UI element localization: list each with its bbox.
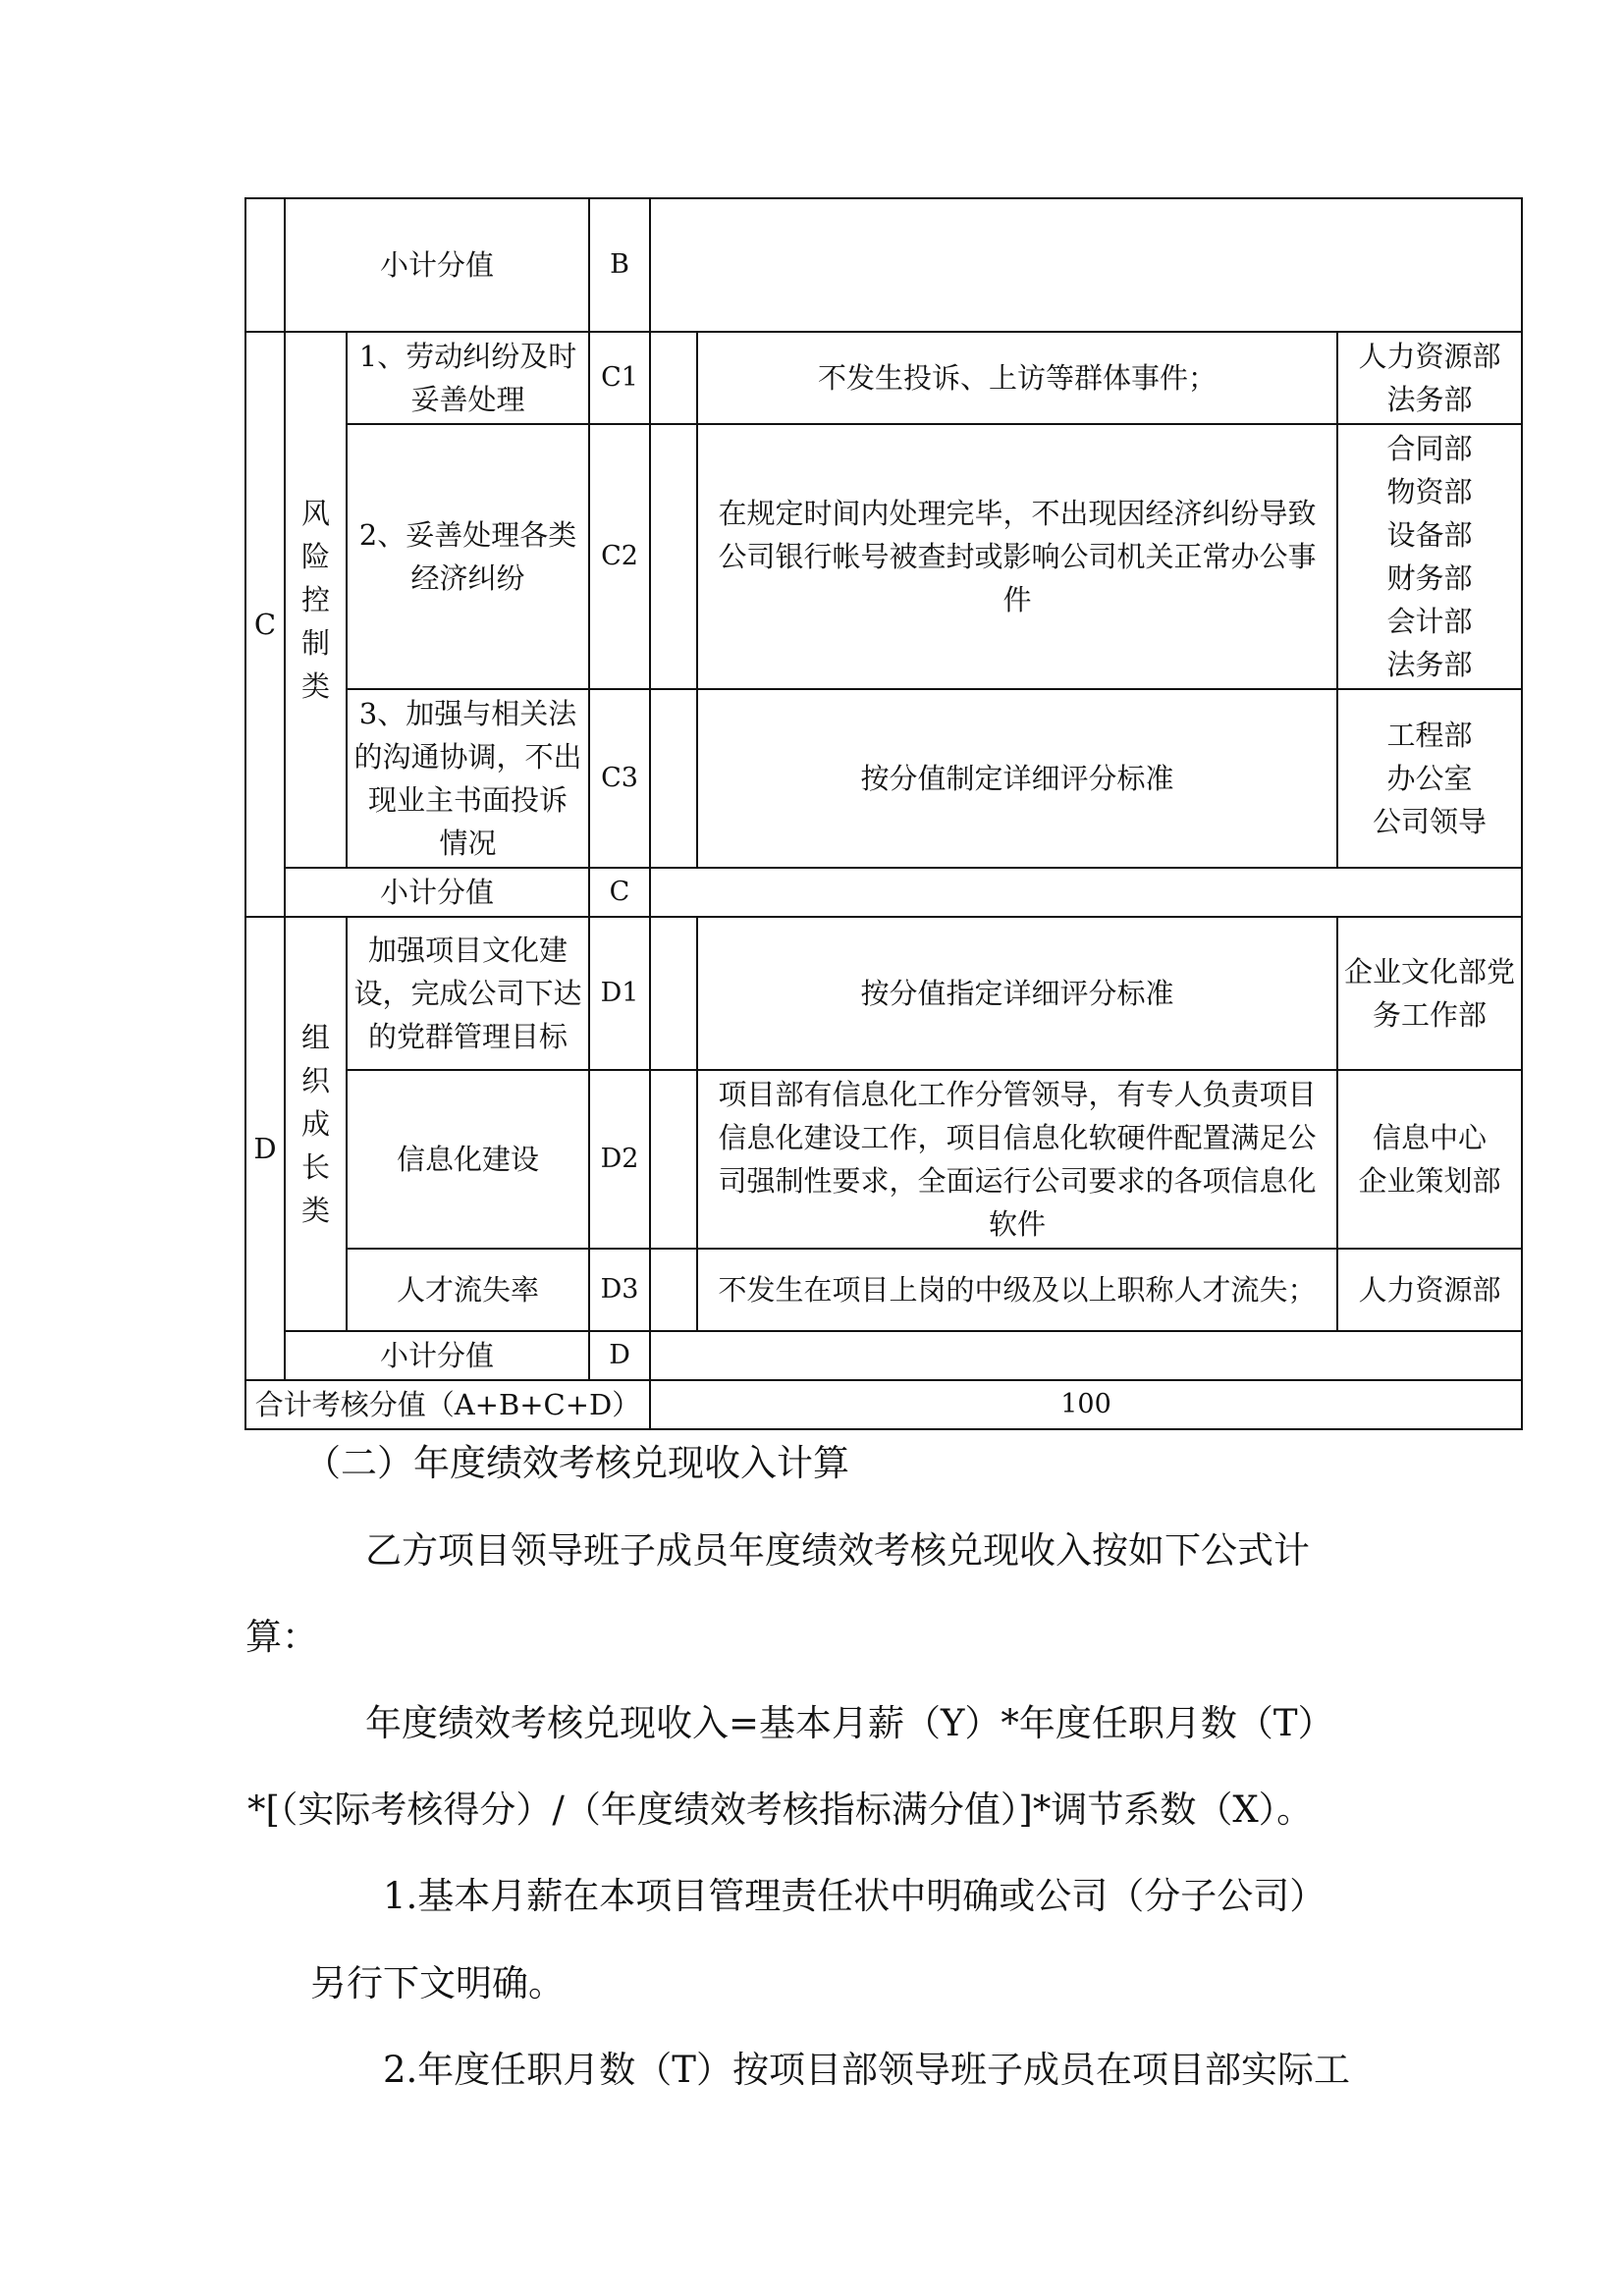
dept-c2: 合同部 物资部 设备部 财务部 会计部 法务部 (1337, 424, 1522, 689)
total-label: 合计考核分值（A+B+C+D） (245, 1380, 650, 1429)
standard-c3: 按分值制定详细评分标准 (697, 689, 1337, 868)
subtotal-label-d: 小计分值 (285, 1331, 589, 1380)
score-c3 (650, 689, 697, 868)
subtotal-row-b (245, 198, 1522, 332)
item-c2: 2、妥善处理各类 经济纠纷 (347, 424, 589, 689)
subtotal-value-d (650, 1331, 1522, 1380)
score-d2 (650, 1070, 697, 1249)
section-c-category: 风险 控制 类 (285, 332, 347, 868)
standard-c1: 不发生投诉、上访等群体事件； (697, 332, 1337, 424)
table-row-c1 (245, 332, 1522, 424)
table-row-d1 (245, 917, 1522, 1070)
paragraph-line-1: 乙方项目领导班子成员年度绩效考核兑现收入按如下公式计 (365, 1529, 1310, 1572)
list-item-1-line-1: 1.基本月薪在本项目管理责任状中明确或公司（分子公司） (383, 1875, 1326, 1917)
score-d3 (650, 1249, 697, 1331)
table-row-c3 (245, 689, 1522, 868)
standard-c2: 在规定时间内处理完毕，不出现因经济纠纷导致 公司银行帐号被查封或影响公司机关正常办公事 件 (697, 424, 1337, 689)
code-d3: D3 (589, 1249, 650, 1331)
section-heading: （二）年度绩效考核兑现收入计算 (304, 1442, 849, 1484)
code-d1: D1 (589, 917, 650, 1070)
subtotal-code-b: B (589, 198, 650, 332)
subtotal-value-c (650, 868, 1522, 917)
list-item-1-line-2: 另行下文明确。 (310, 1962, 565, 2004)
list-item-2-line-1: 2.年度任职月数（T）按项目部领导班子成员在项目部实际工 (383, 2049, 1350, 2091)
subtotal-row-d (245, 1331, 1522, 1380)
standard-d3: 不发生在项目上岗的中级及以上职称人才流失； (697, 1249, 1337, 1331)
subtotal-code-c: C (589, 868, 650, 917)
item-d2: 信息化建设 (347, 1070, 589, 1249)
code-d2: D2 (589, 1070, 650, 1249)
dept-d3: 人力资源部 (1337, 1249, 1522, 1331)
score-c2 (650, 424, 697, 689)
code-c2: C2 (589, 424, 650, 689)
item-c3: 3、加强与相关法 的沟通协调，不出 现业主书面投诉 情况 (347, 689, 589, 868)
score-d1 (650, 917, 697, 1070)
paragraph-line-2: 算： (245, 1616, 318, 1658)
section-c-letter: C (245, 332, 285, 917)
item-d1: 加强项目文化建 设，完成公司下达 的党群管理目标 (347, 917, 589, 1070)
score-c1 (650, 332, 697, 424)
code-c1: C1 (589, 332, 650, 424)
standard-d1: 按分值指定详细评分标准 (697, 917, 1337, 1070)
subtotal-code-d: D (589, 1331, 650, 1380)
subtotal-label-c: 小计分值 (285, 868, 589, 917)
section-d-letter: D (245, 917, 285, 1380)
table-row-c2 (245, 424, 1522, 689)
formula-line-2: *[（实际考核得分）/（年度绩效考核指标满分值）]*调节系数（X）。 (247, 1789, 1314, 1831)
item-d3: 人才流失率 (347, 1249, 589, 1331)
table-row-d2 (245, 1070, 1522, 1249)
total-value: 100 (650, 1380, 1522, 1429)
assessment-table (244, 197, 1523, 1430)
dept-d2: 信息中心 企业策划部 (1337, 1070, 1522, 1249)
code-c3: C3 (589, 689, 650, 868)
dept-c3: 工程部 办公室 公司领导 (1337, 689, 1522, 868)
item-c1: 1、劳动纠纷及时 妥善处理 (347, 332, 589, 424)
section-d-category: 组织 成长 类 (285, 917, 347, 1331)
total-row (245, 1380, 1522, 1429)
subtotal-row-c (245, 868, 1522, 917)
standard-d2: 项目部有信息化工作分管领导，有专人负责项目 信息化建设工作，项目信息化软硬件配置满足公 司强制性要求，全面运行公司要求的各项信息化 软件 (697, 1070, 1337, 1249)
section-b-letter-cell (245, 198, 285, 332)
dept-c1: 人力资源部 法务部 (1337, 332, 1522, 424)
subtotal-value-b (650, 198, 1522, 332)
table-row-d3 (245, 1249, 1522, 1331)
formula-line-1: 年度绩效考核兑现收入=基本月薪（Y）*年度任职月数（T） (365, 1702, 1334, 1744)
dept-d1: 企业文化部党 务工作部 (1337, 917, 1522, 1070)
subtotal-label-b: 小计分值 (285, 198, 589, 332)
